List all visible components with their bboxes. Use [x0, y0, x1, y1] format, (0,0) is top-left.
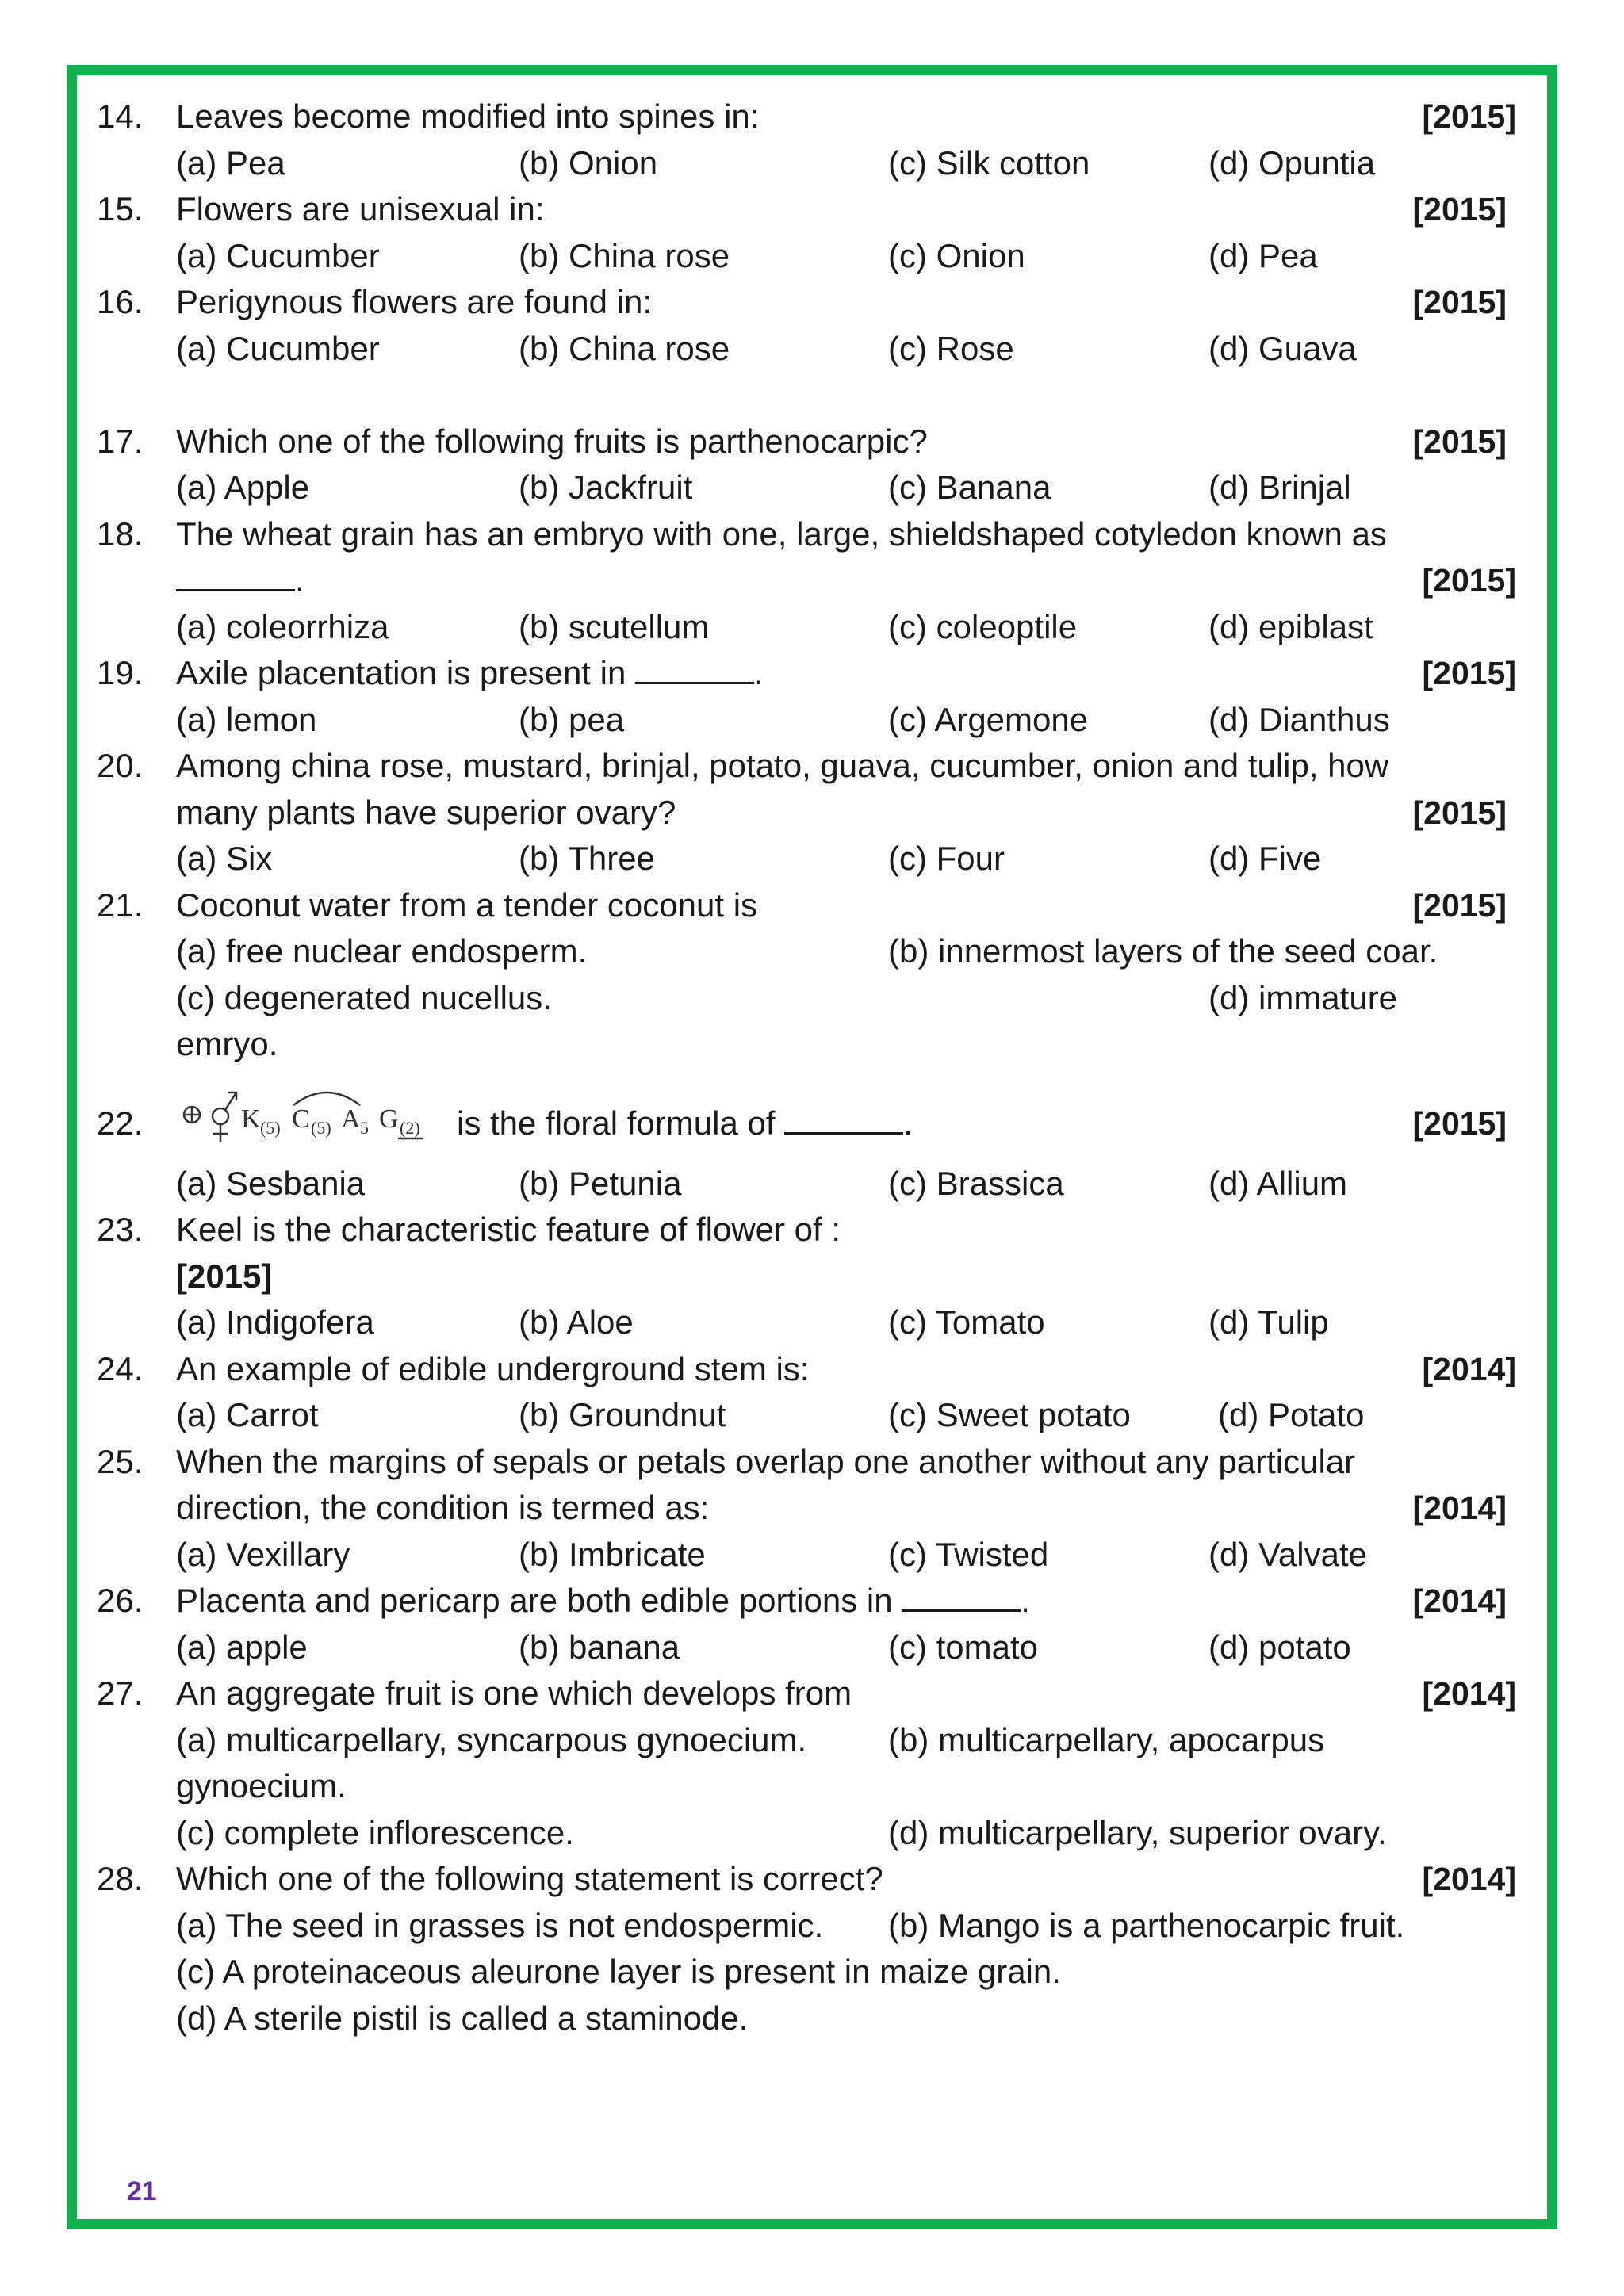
option-a: (a) multicarpellary, syncarpous gynoecium. — [176, 1720, 807, 1758]
year-tag: [2014] — [1422, 1350, 1516, 1387]
options-19 — [97, 697, 1516, 744]
question-25 — [97, 1439, 1516, 1486]
question-text: Leaves become modified into spines in: — [176, 98, 760, 135]
option-a: (a) Sesbania — [176, 1164, 366, 1202]
question-25-cont — [97, 1485, 1516, 1532]
option-b: (b) China rose — [519, 236, 730, 274]
option-a: (a) Indigofera — [176, 1303, 374, 1341]
question-18 — [97, 511, 1516, 558]
options-21-row1 — [97, 928, 1516, 975]
question-text-cont: direction, the condition is termed as: — [176, 1489, 710, 1526]
question-27 — [97, 1670, 1516, 1717]
option-c: (c) Sweet potato — [888, 1396, 1131, 1433]
options-14 — [97, 140, 1516, 187]
options-15 — [97, 233, 1516, 280]
option-a: (a) lemon — [176, 700, 317, 738]
page-number: 21 — [127, 2176, 157, 2206]
question-20-cont — [97, 790, 1516, 836]
svg-text:(5): (5) — [311, 1118, 331, 1138]
question-15 — [97, 186, 1516, 233]
option-a: (a) Six — [176, 840, 273, 877]
spacer — [97, 372, 1516, 419]
options-28-row3 — [97, 1996, 1516, 2042]
option-c: (c) Silk cotton — [888, 144, 1090, 182]
question-text: An aggregate fruit is one which develops from — [176, 1674, 852, 1712]
option-a: (a) Vexillary — [176, 1535, 350, 1573]
option-c: (c) Banana — [888, 469, 1051, 506]
question-text: Keel is the characteristic feature of flower of : — [176, 1211, 841, 1248]
question-number: 14. — [97, 98, 144, 135]
options-16 — [97, 326, 1516, 373]
option-c: (c) Twisted — [888, 1535, 1049, 1573]
question-17 — [97, 419, 1516, 465]
year-tag: [2015] — [1422, 562, 1516, 599]
option-d: (d) A sterile pistil is called a staminode. — [176, 1999, 749, 2037]
question-text-wrap: Axile placentation is present in . — [176, 654, 764, 691]
option-d: (d) Potato — [1218, 1396, 1365, 1433]
option-d: (d) Opuntia — [1208, 144, 1376, 182]
year-tag: [2015] — [1412, 794, 1507, 831]
answer-blank: . — [176, 557, 304, 604]
question-24 — [97, 1346, 1516, 1393]
option-c: (c) tomato — [888, 1628, 1039, 1666]
question-16 — [97, 279, 1516, 326]
option-c: (c) Brassica — [888, 1164, 1064, 1202]
question-number: 19. — [97, 654, 144, 691]
year-tag: [2015] — [1412, 191, 1507, 228]
option-b: (b) scutellum — [519, 607, 710, 645]
option-c: (c) Argemone — [888, 700, 1089, 738]
question-14 — [97, 94, 1516, 140]
option-d: (d) Valvate — [1208, 1535, 1367, 1573]
option-d: (d) multicarpellary, superior ovary. — [888, 1813, 1387, 1851]
option-c: (c) Tomato — [888, 1303, 1045, 1341]
option-a: (a) coleorrhiza — [176, 607, 389, 645]
options-28-row2 — [97, 1949, 1516, 1996]
question-text: Placenta and pericarp are both edible portions in — [176, 1582, 893, 1619]
option-c: (c) coleoptile — [888, 607, 1078, 645]
options-21-row2 — [97, 975, 1516, 1022]
year-tag: [2014] — [1422, 1675, 1516, 1712]
year-tag: [2014] — [1412, 1582, 1507, 1619]
question-19 — [97, 650, 1516, 697]
year-tag: [2015] — [1412, 423, 1507, 460]
year-tag: [2015] — [1412, 1104, 1507, 1142]
option-b: (b) banana — [519, 1628, 680, 1666]
year-tag: [2015] — [1412, 284, 1507, 320]
option-b: (b) Petunia — [519, 1164, 682, 1202]
svg-text:C: C — [292, 1104, 310, 1135]
option-d: (d) Pea — [1208, 236, 1318, 274]
question-23 — [97, 1207, 1516, 1253]
option-a: (a) Pea — [176, 144, 285, 182]
svg-text:K: K — [241, 1104, 261, 1135]
options-24 — [97, 1392, 1516, 1439]
question-18-cont — [97, 557, 1516, 604]
option-b: (b) pea — [519, 700, 625, 738]
option-a: (a) apple — [176, 1628, 308, 1666]
option-a: (a) Apple — [176, 469, 310, 506]
question-text: An example of edible underground stem is: — [176, 1349, 810, 1387]
question-number: 17. — [97, 422, 144, 460]
svg-text:G: G — [379, 1104, 399, 1135]
svg-text:(5): (5) — [260, 1118, 281, 1138]
option-b-cont: gynoecium. — [176, 1767, 347, 1804]
option-d: (d) epiblast — [1208, 607, 1373, 645]
question-number: 25. — [97, 1442, 144, 1480]
answer-blank — [635, 653, 754, 684]
year-tag: [2014] — [1422, 1861, 1516, 1897]
option-d: (d) Dianthus — [1208, 700, 1390, 738]
year-tag: [2015] — [1422, 98, 1516, 135]
options-26 — [97, 1624, 1516, 1671]
option-d: (d) Allium — [1208, 1164, 1348, 1202]
question-text: Which one of the following fruits is parthenocarpic? — [176, 422, 928, 460]
question-number: 23. — [97, 1211, 144, 1248]
question-number: 22. — [97, 1104, 144, 1142]
question-28 — [97, 1856, 1516, 1903]
option-d-cont: emryo. — [176, 1025, 278, 1062]
question-number: 24. — [97, 1349, 144, 1387]
question-number: 20. — [97, 747, 144, 784]
question-list — [97, 94, 1516, 2042]
svg-text:5: 5 — [360, 1118, 369, 1138]
option-a: (a) Cucumber — [176, 329, 380, 367]
option-b: (b) Onion — [519, 144, 658, 182]
option-a: (a) Carrot — [176, 1396, 319, 1433]
svg-text:(2): (2) — [400, 1118, 420, 1138]
question-text: Coconut water from a tender coconut is — [176, 886, 758, 924]
options-21-row3 — [97, 1021, 1516, 1068]
question-number: 27. — [97, 1674, 144, 1712]
svg-text:A: A — [341, 1104, 361, 1135]
option-b: (b) multicarpellary, apocarpus — [888, 1720, 1325, 1758]
question-21 — [97, 882, 1516, 929]
question-20 — [97, 743, 1516, 790]
option-b: (b) Jackfruit — [519, 469, 693, 506]
floral-formula-icon — [176, 1081, 446, 1169]
option-b: (b) Mango is a parthenocarpic fruit. — [888, 1906, 1405, 1944]
option-d: (d) Five — [1208, 840, 1322, 877]
option-d: (d) Brinjal — [1208, 469, 1351, 506]
option-b: (b) Three — [519, 840, 655, 877]
options-18 — [97, 604, 1516, 651]
option-b: (b) Imbricate — [519, 1535, 706, 1573]
question-text: Perigynous flowers are found in: — [176, 283, 652, 320]
options-27-row1 — [97, 1717, 1516, 1764]
question-text: Axile placentation is present in — [176, 654, 626, 691]
option-b: (b) China rose — [519, 329, 730, 367]
question-text: is the floral formula of — [457, 1104, 776, 1142]
question-text: Which one of the following statement is correct? — [176, 1860, 883, 1897]
option-a: (a) free nuclear endosperm. — [176, 932, 588, 970]
question-text-wrap: K (5) C (5) A 5 G (2) is the floral formula of . — [176, 1068, 913, 1179]
option-c: (c) complete inflorescence. — [176, 1813, 574, 1851]
options-22 — [97, 1161, 1516, 1207]
option-a: (a) Cucumber — [176, 236, 380, 274]
options-23 — [97, 1299, 1516, 1346]
year-tag: [2015] — [176, 1257, 273, 1295]
year-tag: [2015] — [1412, 886, 1507, 924]
option-c: (c) degenerated nucellus. — [176, 978, 552, 1016]
options-27-row2 — [97, 1763, 1516, 1810]
year-tag: [2015] — [1422, 655, 1516, 691]
option-c: (c) A proteinaceous aleurone layer is present in maize grain. — [176, 1953, 1061, 1990]
options-28-row1 — [97, 1903, 1516, 1950]
option-d: (d) Tulip — [1208, 1303, 1329, 1341]
answer-blank — [784, 1104, 903, 1135]
option-d: (d) potato — [1208, 1628, 1351, 1666]
option-c: (c) Rose — [888, 329, 1014, 367]
options-17 — [97, 465, 1516, 511]
answer-blank — [902, 1581, 1021, 1612]
option-b: (b) Groundnut — [519, 1396, 726, 1433]
question-text: When the margins of sepals or petals overlap one another without any particular — [176, 1442, 1356, 1480]
question-text: Among china rose, mustard, brinjal, potato, guava, cucumber, onion and tulip, how — [176, 747, 1389, 784]
question-text-wrap: Placenta and pericarp are both edible portions in . — [176, 1582, 1030, 1619]
option-b: (b) innermost layers of the seed coar. — [888, 932, 1438, 970]
question-text: The wheat grain has an embryo with one, large, shieldshaped cotyledon known as — [176, 515, 1387, 553]
question-text-cont: many plants have superior ovary? — [176, 793, 676, 831]
option-b: (b) Aloe — [519, 1303, 634, 1341]
options-27-row3 — [97, 1810, 1516, 1857]
option-d: (d) immature — [1208, 978, 1398, 1016]
question-26 — [97, 1578, 1516, 1624]
question-text: Flowers are unisexual in: — [176, 190, 545, 228]
question-number: 18. — [97, 515, 144, 553]
question-number: 15. — [97, 190, 144, 228]
option-d: (d) Guava — [1208, 329, 1357, 367]
option-c: (c) Onion — [888, 236, 1025, 274]
question-22 — [97, 1068, 1516, 1161]
option-c: (c) Four — [888, 840, 1005, 877]
question-number: 21. — [97, 886, 144, 924]
question-number: 26. — [97, 1582, 144, 1619]
options-25 — [97, 1532, 1516, 1578]
options-20 — [97, 836, 1516, 882]
question-number: 28. — [97, 1860, 144, 1897]
option-a: (a) The seed in grasses is not endospermic. — [176, 1906, 824, 1944]
question-23-year — [97, 1253, 1516, 1300]
year-tag: [2014] — [1412, 1490, 1507, 1526]
question-number: 16. — [97, 283, 144, 320]
